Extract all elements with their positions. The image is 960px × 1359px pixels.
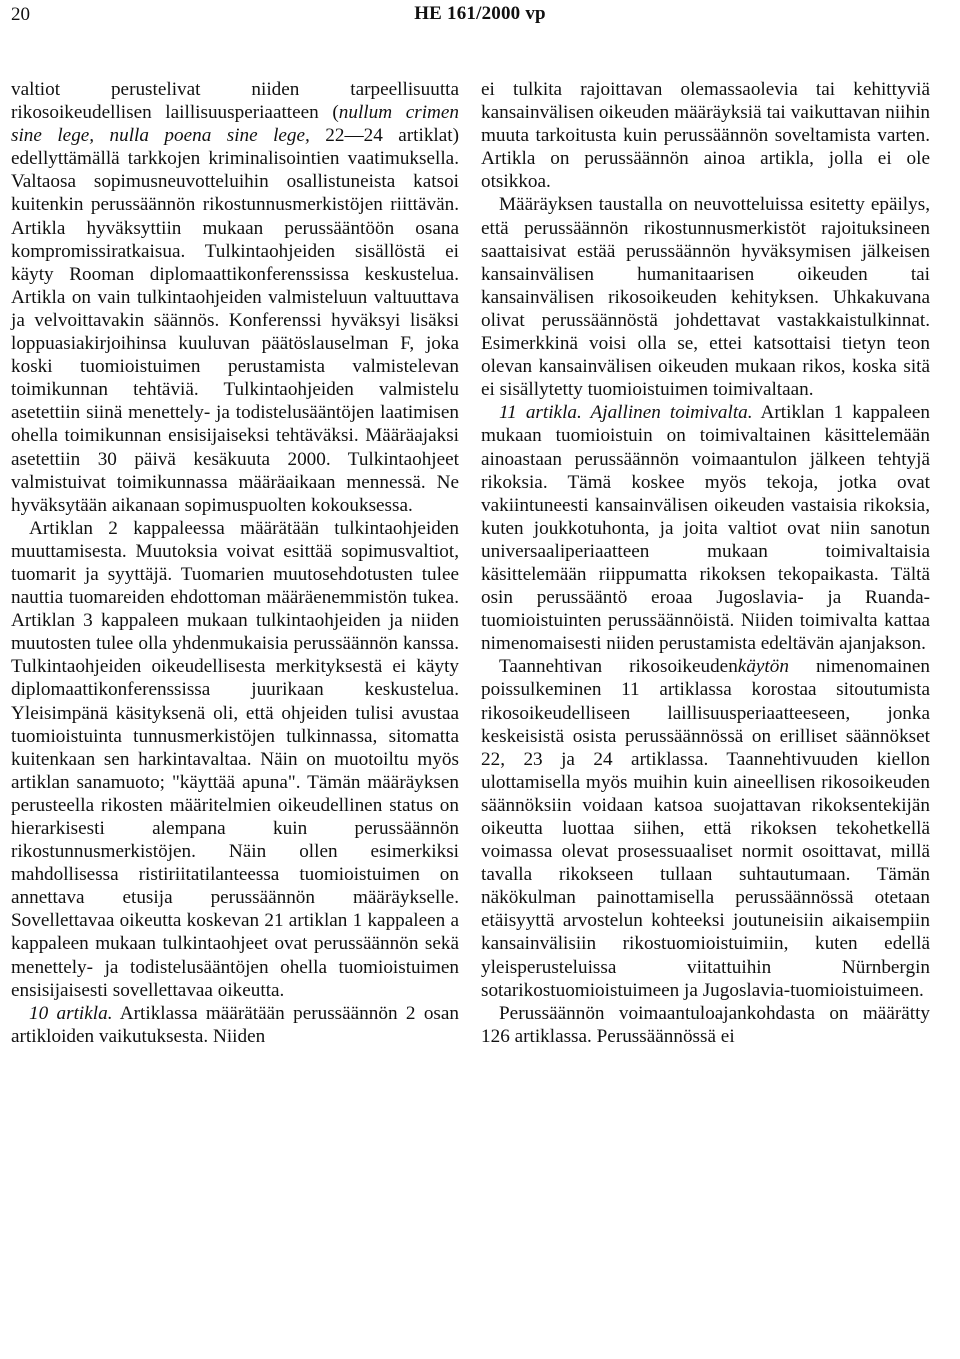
paragraph-text: Artiklan 2 kappaleessa määrätään tulkintaohjeiden muuttamisesta. Muutoksia voivat esittää sopimusvaltiot, tuomarit ja syyttäjä. Tuomarien muutosehdotusten tulee nauttia tuomareiden ehdottoman määräenemmistön tukea. Artiklan 3 kappaleen mukaan tulkintaohjeiden ja niiden muutosten tulee olla yhdenmukaisia perussäännön kanssa. Tulkintaohjeiden oikeudellisesta merkityksestä ei käyty diplomaattikonferenssissa juurikaan keskustelua. Yleisimpänä käsityksenä oli, että ohjeiden tulisi avustaa tuomioistuinta tunnusmerkistöjen tulkinnassa, sitomatta kuitenkaan sen harkintavaltaa. Näin on muotoiltu myös artiklan sanamuoto; "käyttää apuna". Tämän määräyksen perusteella rikosten määritelmien oikeudellinen status on hierarkisesti alempana kuin perussäännön rikostunnusmerkistöjen. Näin ollen esimerkiksi mahdollisessa ristiriitatilanteessa tuomioistuimen on annettava etusija perussäännön määräykselle. Sovellettavaa oikeutta koskevan 21 artiklan 1 kappaleen a kappaleen mukaan tulkintaohjeet ovat perussäännön sekä menettely- ja todistelusääntöjen ohella tuomioistuimen ensisijaisesti sovellettavaa oikeutta.: [11, 517, 459, 1001]
paragraph: [481, 193, 930, 401]
right-column: [481, 78, 930, 1048]
paragraph-text: Määräyksen taustalla on neuvotteluissa esitetty epäilys, että perussäännön rikostunnusmerkistöt rajoituksineen saattaisivat estää perussäännön hyväksymisen jälkeisen kansainvälisen humanitaarisen oikeuden tai kansainvälisen rikosoikeuden kehityksen. Uhkakuvana olivat perussäännöstä johdettavat vastakkaistulkinnat. Esimerkkinä voisi olla se, ettei katsottaisi tietyn teon olevan kansainvälisen oikeuden mukaan rikos, koska sitä ei sisällytetty tuomioistuimen toimivaltaan.: [481, 194, 930, 401]
paragraph-text: nimenomainen poissulkeminen 11 artiklassa korostaa sitoutumista rikosoikeudelliseen laillisuusperiaatteeseen, jonka keskeisistä osista perussäännössä on erilliset säännökset 22, 23 ja 24 artiklassa. Taannehtivuuden kiellon ulottamisella myös muihin kuin aineellisen rikosoikeuden säännöksiin voidaan katsoa suojattavan rikoksentekijän oikeutta luottaa siihen, että rikoksen tekohetkellä voimassa olevat prosessuaaliset normit osoittavat, millä tavalla rikokseen tullaan suhtautumaan. Tämän näkökulman painottamisella perussäännössä otetaan etäisyyttä arvostelun kohteeksi joutuneisiin aikaisempiin kansainvälisiin rikostuomioistuimiin, kuten edellä yleisperusteluissa viitattuihin Nürnbergin sotarikostuomioistuimeen ja Jugoslavia-tuomioistuimeen.: [481, 656, 930, 1001]
paragraph: [11, 78, 459, 517]
latin-maxim: nullum crimen sine lege, nulla poena sine lege,: [11, 102, 459, 147]
paragraph: [481, 78, 930, 193]
left-column: [11, 78, 459, 1048]
paragraph: [481, 655, 930, 1001]
page-header: [0, 0, 960, 40]
page-number: 20: [11, 4, 30, 25]
article-heading: 10 artikla.: [29, 1002, 113, 1024]
paragraph-text: Perussäännön voimaantuloajankohdasta on määrätty 126 artiklassa. Perussäännössä ei: [481, 1002, 930, 1047]
paragraph: [11, 517, 459, 1002]
article-heading: 11 artikla. Ajallinen toimivalta.: [499, 402, 753, 424]
running-title: HE 161/2000 vp: [414, 3, 546, 24]
paragraph: [11, 1002, 459, 1048]
paragraph-text: 22—24 artiklat) edellyttämällä tarkkojen kriminalisointien vaatimuksella. Valtaosa sopimusneuvotteluihin osallistuneista katsoi kuitenkin perussäännön rikostunnusmerkistöjen riittävän. Artikla hyväksyttiin mukaan perussääntöön osana kompromissiratkaisua. Tulkintaohjeiden sisällöstä ei käyty Rooman diplomaattikonferenssissa keskustelua. Artikla on vain tulkintaohjeiden valmisteluun valtuuttava ja velvoittavakin säännös. Konferenssi hyväksyi lisäksi loppuasiakirjoihinsa kuuluvan päätöslauselman F, joka koski tuomioistuimen perustamista valmistelevan toimikunnan tehtäviä. Tulkintaohjeiden valmistelu asetettiin siinä menettely- ja todistelusääntöjen laatimisen ohella toimikunnan ensisijaiseksi tehtäväksi. Määräajaksi asetettiin 30 päivä kesäkuuta 2000. Tulkintaohjeet valmistuivat toimikunnassa määräaikaan mennessä. Ne hyväksytään aikanaan sopimuspuolten kokouksessa.: [11, 125, 459, 516]
emphasis: käytön: [737, 656, 789, 678]
paragraph-text: valtiot perustelivat niiden tarpeellisuutta rikosoikeudellisen laillisuusperiaatteen (: [11, 79, 459, 124]
paragraph-text: Taannehtivan rikosoikeuden: [499, 656, 738, 678]
paragraph-text: ei tulkita rajoittavan olemassaolevia tai kehittyviä kansainvälisen oikeuden määräyksiä tai vaikuttavan niihin muuta tarkoitusta kuin perussäännön soveltamista varten. Artikla on perussäännön ainoa artikla, jolla ei ole otsikkoa.: [481, 79, 930, 193]
paragraph: [481, 401, 930, 655]
paragraph: [481, 1002, 930, 1048]
paragraph-text: Artiklan 1 kappaleen mukaan tuomioistuin on toimivaltainen käsittelemään ainoastaan perussäännön voimaantulon jälkeen tehtyjä rikoksia. Tämä koskee myös tekoja, jotka ovat vakiintuneesti kansainvälisen oikeuden vastaisia rikoksia, kuten joukkotuhonta, ja joita valtiot ovat niin sanotun universaaliperiaatteen mukaan toimivaltaisia käsittelemään riippumatta rikoksen tekopaikasta. Tältä osin perussääntö eroaa Jugoslavia- ja Ruanda-tuomioistuinten perussäännöistä. Niiden toimivalta kattaa nimenomaisesti niiden perustamista edeltävän ajanjakson.: [481, 402, 931, 655]
paragraph-text: Artiklassa määrätään perussäännön 2 osan artikloiden vaikutuksesta. Niiden: [11, 1002, 459, 1047]
